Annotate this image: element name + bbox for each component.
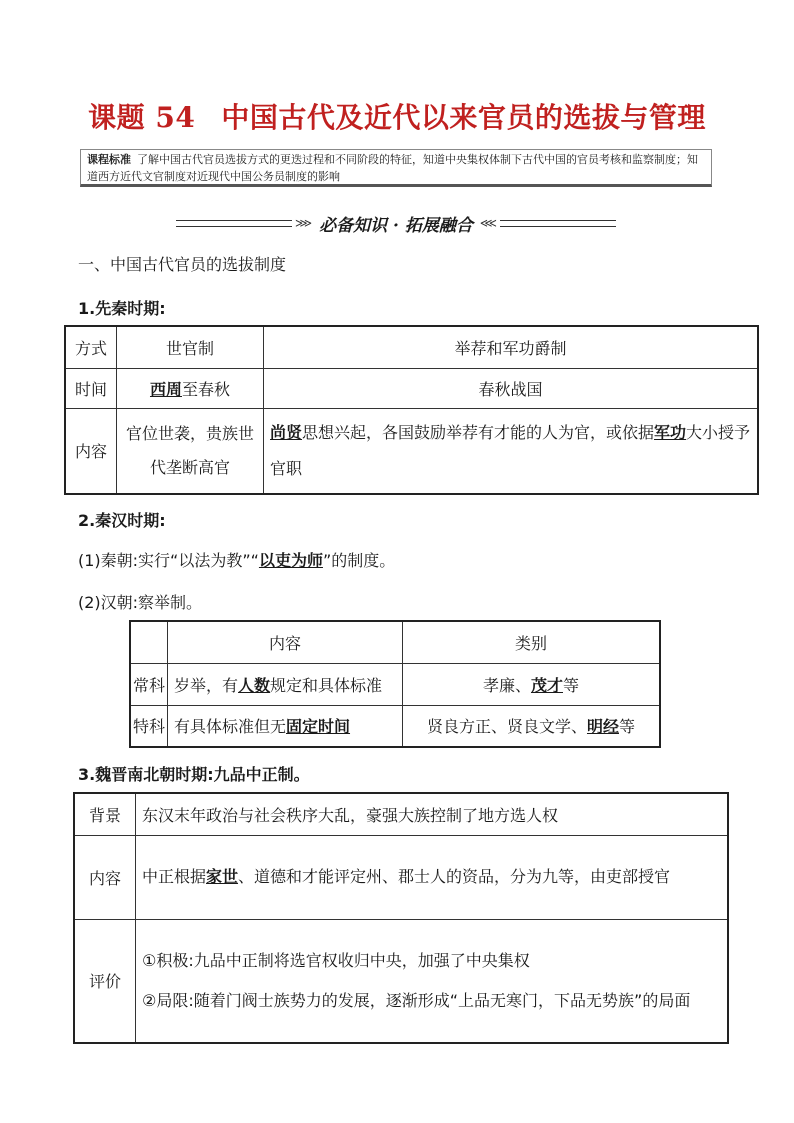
cell-text: 岁举，有 [174,675,239,695]
lesson-title [0,96,794,136]
table-cell: 东汉末年政治与社会秩序大乱，豪强大族控制了地方选人权 [136,793,729,835]
standard-label: 课程标准 [87,153,131,166]
curriculum-standard-box [80,149,712,187]
qin-han-heading: 2.秦汉时期: [78,511,166,530]
section-heading: 一、中国古代官员的选拔制度 [78,255,287,274]
table-cell [136,835,729,919]
table-cell [130,621,168,663]
table-row [130,621,660,663]
banner-left-line [176,220,292,227]
pre-qin-heading: 1.先秦时期: [78,299,166,318]
han-table [129,620,661,748]
cell-text: 规定和具体标准 [270,675,383,695]
underlined-keyword: 军功 [654,422,687,442]
paragraph-text: (1)秦朝:实行“以法为教”“ [78,551,259,570]
cell-text: 思想兴起，各国鼓励举荐有才能的人为官，或依据 [302,422,655,442]
underlined-keyword: 尚贤 [270,422,303,442]
table-row [65,408,758,494]
cell-text: 至春秋 [182,379,231,399]
table-row [74,793,728,835]
cell-text: 大小授予官职 [270,422,751,478]
table-cell: 时间 [65,368,117,408]
table-row [74,919,728,1043]
table-cell: 类别 [403,621,661,663]
eval-negative: ②局限:随着门阀士族势力的发展，逐渐形成“上品无寒门，下品无势族”的局面 [142,990,691,1010]
table-cell: 背景 [74,793,136,835]
lesson-name: 中国古代及近代以来官员的选拔与管理 [221,101,706,134]
underlined-keyword: 明经 [586,717,619,737]
lesson-number: 课题 54 [88,101,196,134]
table-cell [264,408,759,494]
table-row [65,368,758,408]
eval-positive: ①积极:九品中正制将选官权收归中央，加强了中央集权 [142,950,530,970]
cell-text: 孝廉、 [482,675,531,695]
underlined-keyword: 茂才 [530,675,563,695]
cell-text: 贤良方正、贤良文学、 [426,717,587,737]
qin-paragraph [78,548,395,571]
underlined-keyword: 西周 [149,379,182,399]
wei-jin-heading: 3.魏晋南北朝时期:九品中正制。 [78,765,310,784]
table-cell: 内容 [65,408,117,494]
underlined-keyword: 人数 [238,675,271,695]
table-cell: 方式 [65,326,117,368]
cell-text: 、道德和才能评定州、郡士人的资品，分为九等，由吏部授官 [238,867,671,886]
banner-title: 必备知识 · 拓展融合 [319,215,473,236]
section-banner [176,212,616,234]
paragraph-text: ”的制度。 [322,551,396,570]
table-cell [403,663,661,705]
table-cell [168,663,403,705]
underlined-keyword: 固定时间 [286,717,351,737]
pre-qin-table [64,325,759,495]
table-cell: 特科 [130,705,168,747]
table-cell [168,705,403,747]
cell-text: 等 [563,675,580,695]
standard-text: 了解中国古代官员选拔方式的更迭过程和不同阶段的特征，知道中央集权体制下古代中国的官员考核和监察制度；知道西方近代文官制度对近现代中国公务员制度的影响 [87,153,698,183]
table-row [130,705,660,747]
banner-left-arrow-icon: ⋙ [295,216,313,230]
table-row [65,326,758,368]
table-cell: 内容 [168,621,403,663]
table-cell: 世官制 [117,326,264,368]
table-cell: 内容 [74,835,136,919]
underlined-keyword: 以吏为师 [258,551,323,570]
cell-text: 有具体标准但无 [174,717,287,737]
table-cell: 常科 [130,663,168,705]
table-cell: 举荐和军功爵制 [264,326,759,368]
table-cell: 评价 [74,919,136,1043]
table-cell [117,368,264,408]
banner-right-line [500,220,616,227]
han-paragraph: (2)汉朝:察举制。 [78,593,203,612]
underlined-keyword: 家世 [206,867,239,886]
table-row [74,835,728,919]
table-cell [136,919,729,1043]
cell-text: 等 [619,717,636,737]
table-cell: 春秋战国 [264,368,759,408]
cell-text: 中正根据 [142,867,207,886]
banner-right-arrow-icon: ⋘ [479,216,497,230]
table-row [130,663,660,705]
table-cell: 官位世袭，贵族世代垄断高官 [117,408,264,494]
wei-jin-table [73,792,729,1044]
table-cell [403,705,661,747]
